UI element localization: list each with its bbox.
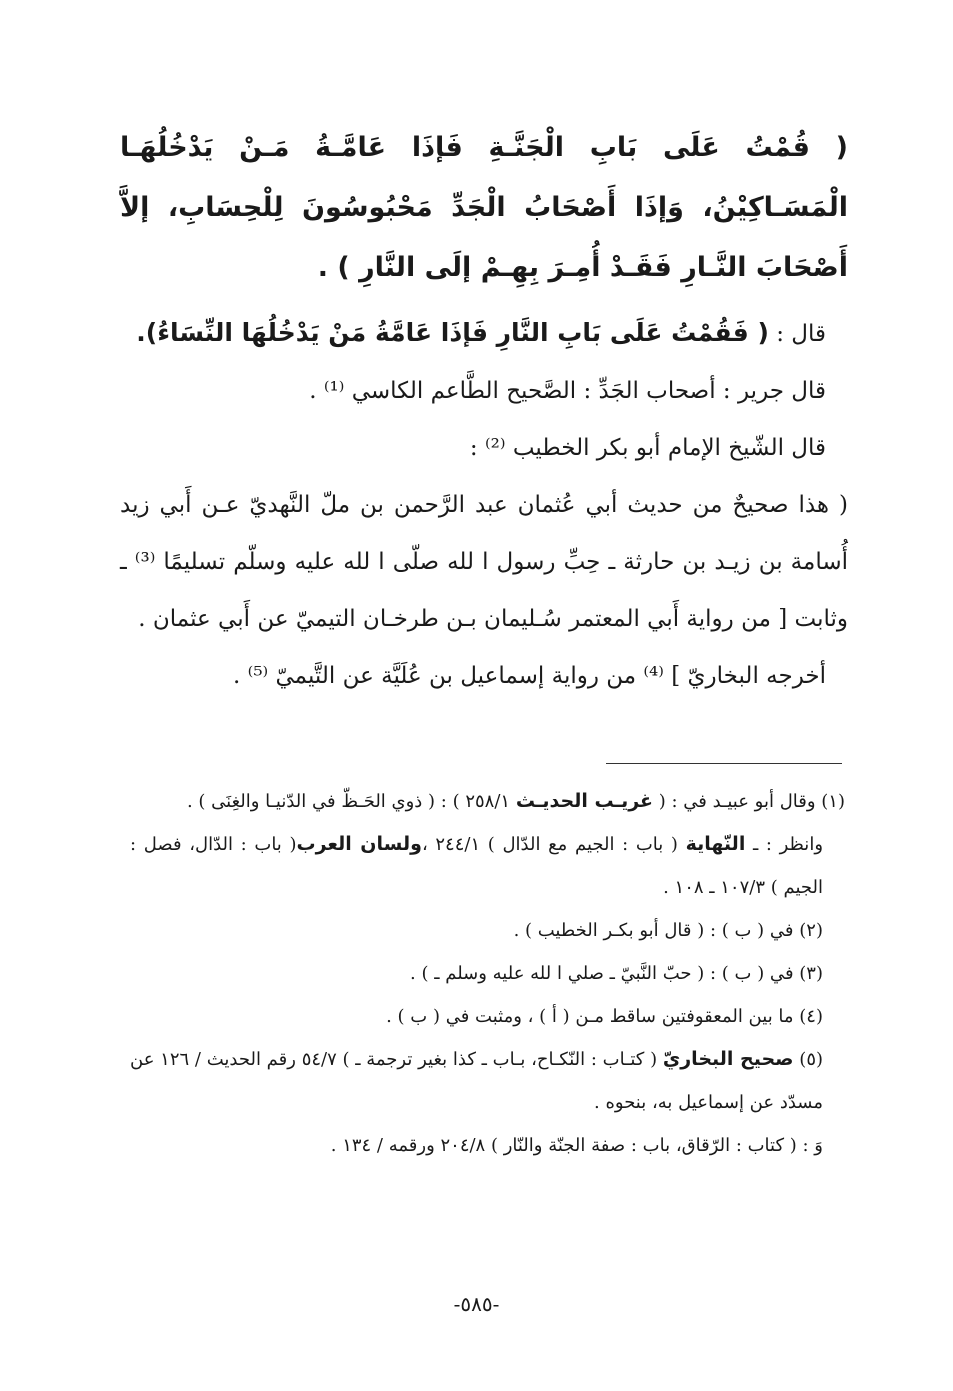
shaykh-line: قال الشّيخ الإمام أبو بكر الخطيب ⁽²⁾ :	[469, 435, 826, 461]
hadith-text: ( قُمْتُ عَلَى بَابِ الْجَنَّـةِ فَإذَا عَامَّـةُ مَـنْ يَدْخُلُهَـا الْمَسَـاكِيْنُ، وَإذَا أَصْحَابُ الْجَدِّ مَحْبُوسُونَ لِلْحِسَابِ، إلاَّ أَصْحَابَ النَّـارِ فَقَـدْ أُمِـرَ بِهِـمْ إلَى النَّارِ ) .	[120, 132, 848, 283]
footnote-2: (٢) في ( ب ) : ( قال أبو بكـر الخطيب ) .	[513, 920, 823, 941]
footnote-4: (٤) ما بين المعقوفتين ساقط مـن ( أ ) ، ومثبت في ( ب ) .	[386, 1006, 823, 1027]
sahih-paragraph: ( هذا صحيحٌ من حديث أبي عُثمان عبد الرَّحمن بن ملّ النَّهديّ عـن أَبي زيد أُسامة بن زيـد بن حارثة ـ حِبِّ رسول ا لله صلّى ا لله عليه وسلّم تسليمًا ⁽³⁾ ـ وثابت [ من رواية أَبي المعتمر سُـليمان بـن طرخـان التيميّ عن أَبي عثمان .	[120, 492, 848, 632]
footnote-1-see-c: ( باب : الجيم مع الدّال ) ٢٤٤/١ ،	[421, 834, 686, 855]
footnote-1-source: غريـب الحديـث	[515, 790, 654, 812]
footnote-divider	[606, 763, 842, 764]
jarir-line: قال جرير : أصحاب الجَدِّ : الصَّحيح الطَّاعم الكاسي ⁽¹⁾ .	[309, 378, 826, 404]
footnote-1-see	[130, 823, 845, 909]
footnote-5	[130, 1038, 845, 1124]
footnote-1	[130, 780, 845, 823]
footnote-1-see-e: ( باب : الدّال، فصل : الجيم ) ١٠٧/٣ ـ ١٠٨ .	[130, 834, 823, 898]
qala-prefix: قال :	[768, 321, 826, 347]
footnote-5-cont: وَ : ( كتاب : الرّقاق، باب : صفة الجنّة والنّار ) ٢٠٤/٨ ورقمه / ١٣٤ .	[330, 1135, 823, 1156]
footnote-1-see-a: وانظر : ـ	[745, 834, 824, 855]
footnote-1-nihaya: النّهاية	[685, 833, 746, 855]
akhrajahu-line: أخرجه البخاريّ ] ⁽⁴⁾ من رواية إسماعيل بن عُلَيَّة عن التَّيميّ ⁽⁵⁾ .	[233, 663, 826, 689]
footnote-1-lisan: ولسان العرب	[296, 833, 422, 855]
qala-hadith: ( فَقُمْتُ عَلَى بَابِ النَّارِ فَإذَا عَامَّةُ مَنْ يَدْخُلُهَا النِّسَاءُ).	[136, 318, 769, 347]
footnote-5-source: صحيح البخاريّ	[662, 1048, 794, 1070]
main-text	[120, 118, 848, 705]
footnote-1-text-a: (١) وقال أبو عبيـد في : (	[653, 791, 845, 812]
page-number: -٥٨٥-	[453, 1292, 500, 1316]
footnote-5-num: (٥)	[793, 1049, 824, 1070]
footnote-5-text: ( كتـاب : النّكـاح، بـاب ـ كذا بغير ترجمة ـ ) ٥٤/٧ رقم الحديث / ١٢٦ عن مسدّد عن إسماعيل به، بنحوه .	[130, 1049, 823, 1113]
qala-line	[120, 304, 848, 363]
footnotes	[130, 780, 845, 1167]
footnote-3: (٣) في ( ب ) : ( حبّ النَّبيّ ـ صلي ا لله عليه وسلم ـ ) .	[410, 963, 823, 984]
footnote-1-text-b: ٢٥٨/١ ) : ( ذوي الحَـظّ في الدّنيـا والغِنَى ) .	[186, 791, 516, 812]
